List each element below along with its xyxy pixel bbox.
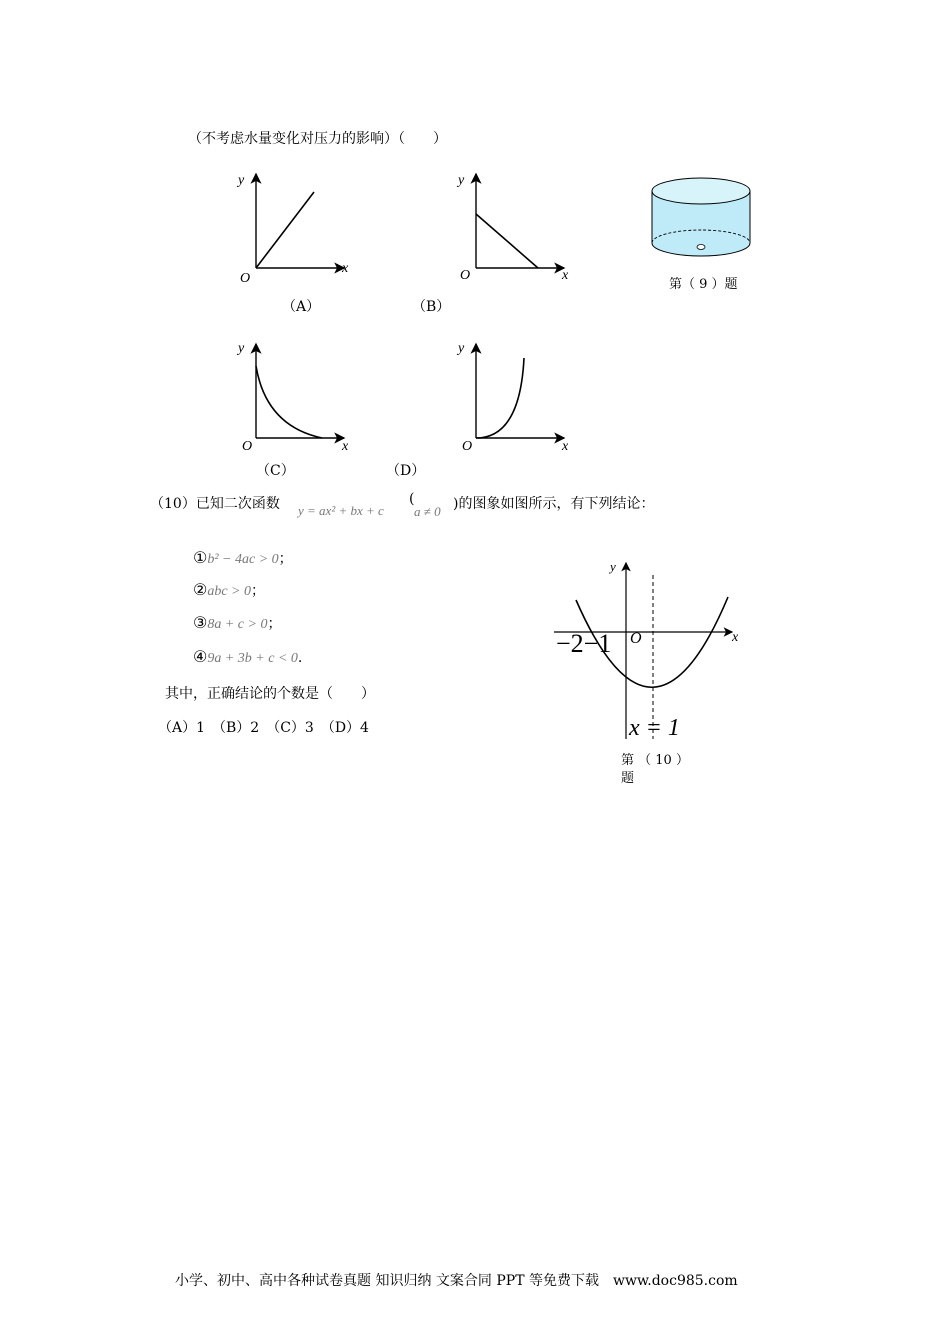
cylinder-figure [648,174,754,260]
q9-graph-b [452,168,576,286]
conclusion-2 [193,580,265,600]
conclusion-expr: b² − 4ac > 0 [207,552,279,567]
x-label: x [732,630,739,645]
graph-line [256,192,314,268]
conclusion-number: ③ [193,613,208,632]
figure-10-caption-line1: 第 （ 10 ） [621,753,689,768]
x-label: x [562,439,569,454]
option-a-label: （A） [282,299,321,315]
conclusion-number: ② [193,580,208,599]
option-d-label: （D） [386,463,426,479]
conclusion-end: ； [267,616,282,632]
x-label: x [562,268,569,283]
q10-condition: a ≠ 0 [414,504,441,519]
y-label: y [238,341,245,356]
x-label: x [342,261,349,276]
y-label: y [458,341,465,356]
graph-line [476,214,538,268]
q10-stem-after: )的图象如图所示，有下列结论： [453,496,655,512]
y-label: y [238,173,245,188]
conclusion-expr: abc > 0 [207,584,252,599]
conclusion-end: ； [251,583,266,599]
axis-of-symmetry-label: x = 1 [629,715,680,741]
graph-curve [476,358,524,438]
option-b-label: （B） [412,299,451,315]
origin-label: O [630,630,642,647]
origin-label: O [460,268,471,283]
q9-graph-a [232,168,356,286]
q9-graph-d [452,338,576,458]
conclusion-1 [193,548,293,568]
tick-labels: −2−1 [556,629,612,658]
origin-label: O [240,271,251,286]
conclusion-number: ① [193,548,208,567]
q9-intro: （不考虑水量变化对压力的影响）（ ） [188,131,447,147]
conclusion-end: ； [278,551,293,567]
footer-text: 小学、初中、高中各种试卷真题 知识归纳 文案合同 PPT 等免费下载 www.doc985.com [175,1273,738,1289]
q9-graph-c [232,338,356,458]
q10-question: 其中，正确结论的个数是（ ） [165,686,375,702]
figure-9-caption: 第（ 9 ）题 [669,277,738,292]
origin-label: O [462,439,473,454]
conclusion-end: . [297,650,303,666]
conclusion-expr: 8a + c > 0 [207,617,268,632]
q10-choices: （A）1 （B）2 （C）3 （D）4 [158,720,369,736]
x-label: x [342,439,349,454]
y-label: y [610,559,616,574]
conclusion-3 [193,613,281,633]
parabola-graph [550,555,750,745]
cylinder-hole [697,245,705,250]
y-label: y [458,173,465,188]
cylinder-top [652,178,750,204]
conclusion-expr: 9a + 3b + c < 0 [207,651,298,666]
q10-stem-before: （10）已知二次函数 [150,496,280,512]
origin-label: O [242,439,253,454]
conclusion-number: ④ [193,647,208,666]
q10-paren-open: ( [409,491,415,507]
q10-function: y = ax² + bx + c [298,503,384,518]
graph-curve [256,366,322,438]
option-c-label: （C） [256,463,295,479]
conclusion-4 [193,647,302,667]
figure-10-caption-line2: 题 [621,771,635,786]
